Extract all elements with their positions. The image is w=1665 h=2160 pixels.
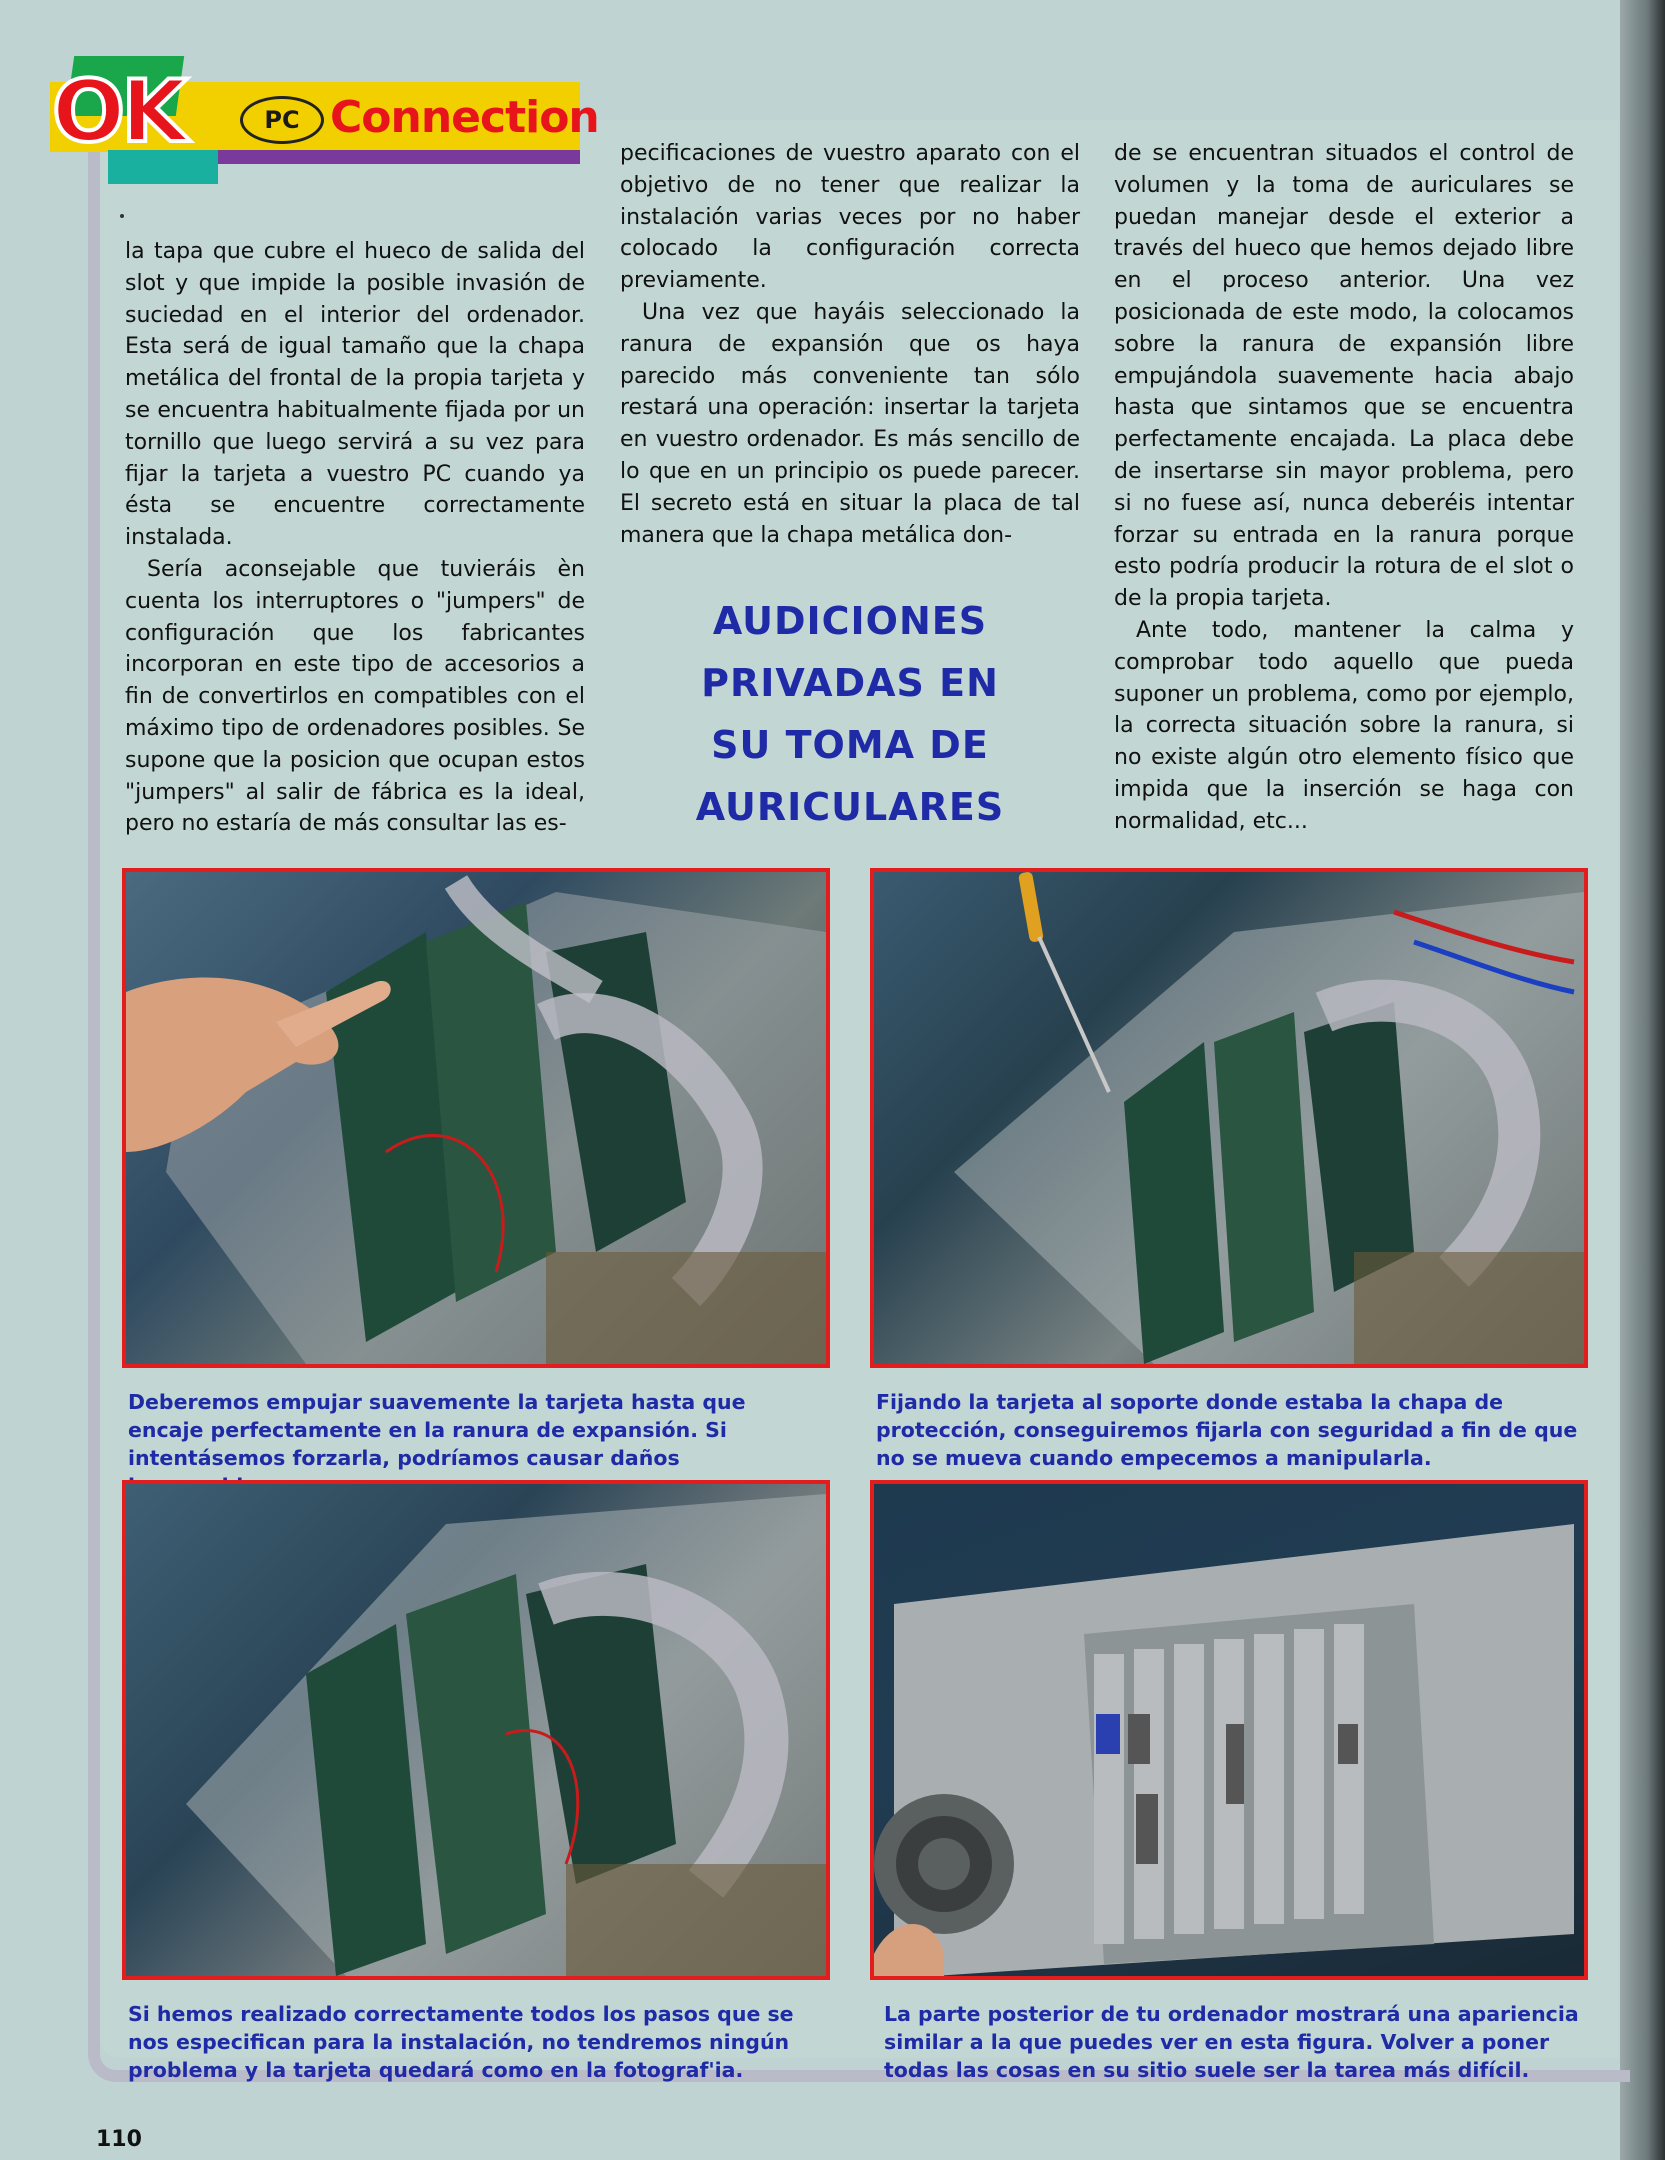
photo-card-installed (122, 1480, 830, 1980)
photo-caption: Deberemos empujar suavemente la tarjeta hasta que encaje perfectamente en la ranura de expansión. Si intentásemos forzarla, podríamos causar daños (128, 1390, 746, 1470)
photo-inserting-card (122, 868, 830, 1368)
text-column-1 (125, 236, 585, 840)
photo-fixing-card (870, 868, 1588, 1368)
photo-rear-panel (870, 1480, 1588, 1980)
paragraph: de se encuentran situados el control de volumen y la toma de auriculares se puedan manejar desde el exterior a través del hueco que hemos dejado libre en el proceso anterior. Una vez posicionada de este modo, la colocamos sobre la ranura de expansión libre empujándola suavemente hacia abajo hasta que sintamos que se encuentra perfectamente encajada. La placa debe de insertarse sin mayor problema, pero si no fuese así, nunca deberéis intentar forzar su entrada en la ranura porque esto podría producir la rotura de el slot o de la propia tarjeta. (1114, 141, 1574, 612)
section-title: Connection (330, 92, 599, 143)
photo-illustration (126, 872, 826, 1364)
paragraph: Sería aconsejable que tuvieráis èn cuenta los interruptores o "jumpers" de configuración que los fabricantes incorporan en este tipo de accesorios a fin de convertirlos en compatibles con el máximo tipo de ordenadores posibles. Se supone que la posicion que ocupan estos "jumpers" al salir de fábrica es la ideal, pero no estaría de más consultar las es- (125, 556, 585, 837)
photo-caption: Si hemos realizado correctamente todos los pasos que se nos especifican para la instalación, no tendremos ningún problema y la tarjeta quedará como en la fotograf'ia. (128, 2002, 794, 2082)
headline-line: PRIVADAS EN (701, 661, 999, 705)
photo-illustration (874, 872, 1584, 1364)
text-column-2 (620, 138, 1080, 551)
logo-ok: OK (52, 62, 184, 162)
page-number: 110 (96, 2127, 142, 2152)
logo-pc-badge: PC (240, 96, 324, 144)
headline-line: AURICULARES (695, 785, 1005, 829)
paragraph: Una vez que hayáis seleccionado la ranura de expansión que os haya parecido más conveniente tan sólo restará una operación: insertar la tarjeta en vuestro ordenador. Es más sencillo de lo que en un principio os puede parecer. El secreto está en situar la placa de tal manera que la chapa metálica don- (620, 299, 1080, 548)
paragraph: la tapa que cubre el hueco de salida del slot y que impide la posible invasión de suciedad en el interior del ordenador. Esta será de igual tamaño que la chapa metálica del frontal de la propia tarjeta y se encuentra habitualmente fijada por un tornillo que luego servirá a su vez para fijar la tarjeta a vuestro PC cuando ya ésta se encuentre correctamente instalada. (125, 239, 585, 551)
photo-caption: Fijando la tarjeta al soporte donde estaba la chapa de protección, conseguiremos fijarla con seguridad a fin de que no se mueva cuando empecemos a manipularla. (876, 1390, 1578, 1470)
pull-quote-headline (620, 590, 1080, 830)
photo-caption: La parte posterior de tu ordenador mostrará una apariencia similar a la que puedes ver en esta figura. Volver a poner todas las cosas en su sitio suele ser la tarea más difícil. (884, 2002, 1579, 2082)
photo-illustration (126, 1484, 826, 1976)
paragraph: Ante todo, mantener la calma y comprobar todo aquello que pueda suponer un problema, como por ejemplo, la correcta situación sobre la ranura, si no existe algún otro elemento físico que impida que la inserción se haga con normalidad, etc... (1114, 617, 1574, 834)
photo-illustration (874, 1484, 1584, 1976)
logo-purple-stripe (218, 150, 580, 164)
paragraph: pecificaciones de vuestro aparato con el objetivo de no tener que realizar la instalación varias veces por no haber colocado la configuración correcta previamente. (620, 141, 1080, 294)
decorative-dot (120, 214, 124, 218)
headline-line: AUDICIONES (712, 599, 988, 643)
text-column-3 (1114, 138, 1574, 838)
headline-line: SU TOMA DE (711, 723, 989, 767)
